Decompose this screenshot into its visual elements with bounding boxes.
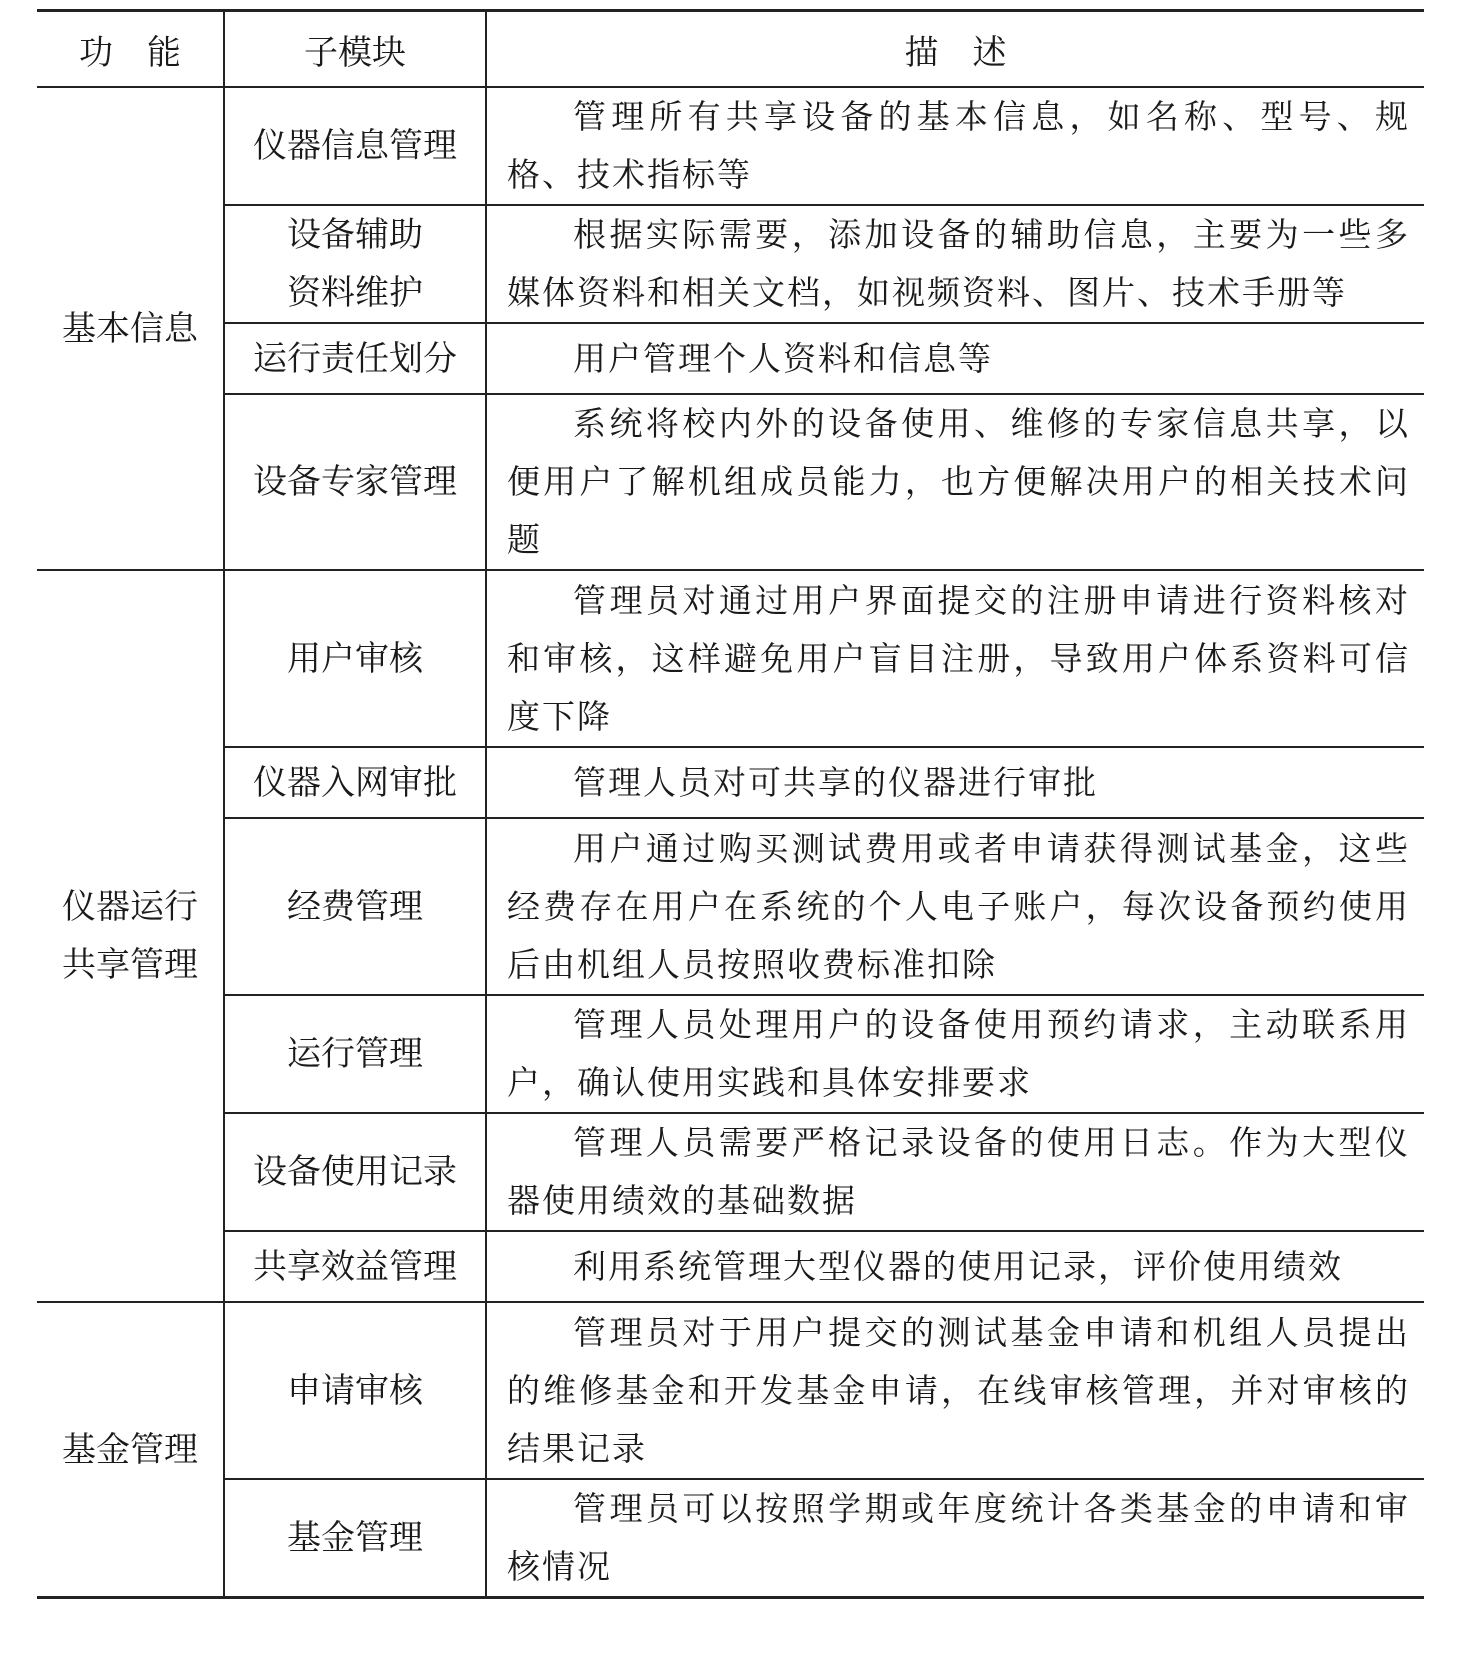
function-cell <box>37 570 224 1302</box>
description-cell <box>486 818 1424 995</box>
table-row <box>37 995 1424 1113</box>
header-function: 功 能 <box>37 11 224 88</box>
description-text: 管理人员对可共享的仪器进行审批 <box>573 762 1098 802</box>
submodule-cell: 设备专家管理 <box>224 394 486 570</box>
header-submodule: 子模块 <box>224 11 486 88</box>
description-text: 用户管理个人资料和信息等 <box>573 338 993 378</box>
description-text: 管理所有共享设备的基本信息，如名称、型号、规格、技术指标等 <box>507 97 1410 194</box>
description-cell <box>486 747 1424 818</box>
description-cell <box>486 995 1424 1113</box>
description-text: 根据实际需要，添加设备的辅助信息，主要为一些多媒体资料和相关文档，如视频资料、图片、技术手册等 <box>507 215 1410 312</box>
submodule-cell: 共享效益管理 <box>224 1231 486 1302</box>
description-cell <box>486 1231 1424 1302</box>
description-text: 管理人员处理用户的设备使用预约请求，主动联系用户，确认使用实践和具体安排要求 <box>507 1005 1410 1102</box>
submodule-cell: 运行责任划分 <box>224 323 486 394</box>
submodule-cell <box>224 205 486 323</box>
description-cell <box>486 570 1424 747</box>
table-row <box>37 570 1424 747</box>
description-text: 系统将校内外的设备使用、维修的专家信息共享，以便用户了解机组成员能力，也方便解决用户的相关技术问题 <box>507 404 1410 559</box>
submodule-cell: 经费管理 <box>224 818 486 995</box>
table-row <box>37 1113 1424 1231</box>
function-cell: 基本信息 <box>37 87 224 570</box>
header-description: 描 述 <box>486 11 1424 88</box>
table-row <box>37 394 1424 570</box>
module-function-table <box>37 9 1424 1599</box>
description-cell <box>486 323 1424 394</box>
submodule-cell: 基金管理 <box>224 1479 486 1598</box>
description-text: 管理员对于用户提交的测试基金申请和机组人员提出的维修基金和开发基金申请，在线审核管理，并对审核的结果记录 <box>507 1312 1410 1468</box>
submodule-cell: 设备使用记录 <box>224 1113 486 1231</box>
submodule-cell: 运行管理 <box>224 995 486 1113</box>
description-cell <box>486 87 1424 205</box>
table-row <box>37 818 1424 995</box>
description-cell <box>486 1302 1424 1479</box>
table-row <box>37 1479 1424 1598</box>
description-cell <box>486 205 1424 323</box>
table-row <box>37 87 1424 205</box>
description-cell <box>486 1479 1424 1598</box>
submodule-cell: 仪器信息管理 <box>224 87 486 205</box>
description-text: 管理员对通过用户界面提交的注册申请进行资料核对和审核，这样避免用户盲目注册，导致用户体系资料可信度下降 <box>507 580 1410 736</box>
submodule-cell: 用户审核 <box>224 570 486 747</box>
submodule-cell: 申请审核 <box>224 1302 486 1479</box>
submodule-text: 设备辅助资料维护 <box>287 215 423 313</box>
table-row <box>37 1231 1424 1302</box>
submodule-cell: 仪器入网审批 <box>224 747 486 818</box>
description-text: 管理人员需要严格记录设备的使用日志。作为大型仪器使用绩效的基础数据 <box>507 1123 1410 1220</box>
description-text: 用户通过购买测试费用或者申请获得测试基金，这些经费存在用户在系统的个人电子账户，每次设备预约使用后由机组人员按照收费标准扣除 <box>507 828 1410 984</box>
description-text: 管理员可以按照学期或年度统计各类基金的申请和审核情况 <box>507 1489 1410 1586</box>
description-cell <box>486 1113 1424 1231</box>
table-row <box>37 747 1424 818</box>
table-header-row <box>37 11 1424 88</box>
function-text: 仪器运行共享管理 <box>62 887 198 985</box>
description-text: 利用系统管理大型仪器的使用记录，评价使用绩效 <box>573 1246 1343 1286</box>
table-row <box>37 1302 1424 1479</box>
function-cell: 基金管理 <box>37 1302 224 1598</box>
table-row <box>37 323 1424 394</box>
description-cell <box>486 394 1424 570</box>
table-row <box>37 205 1424 323</box>
